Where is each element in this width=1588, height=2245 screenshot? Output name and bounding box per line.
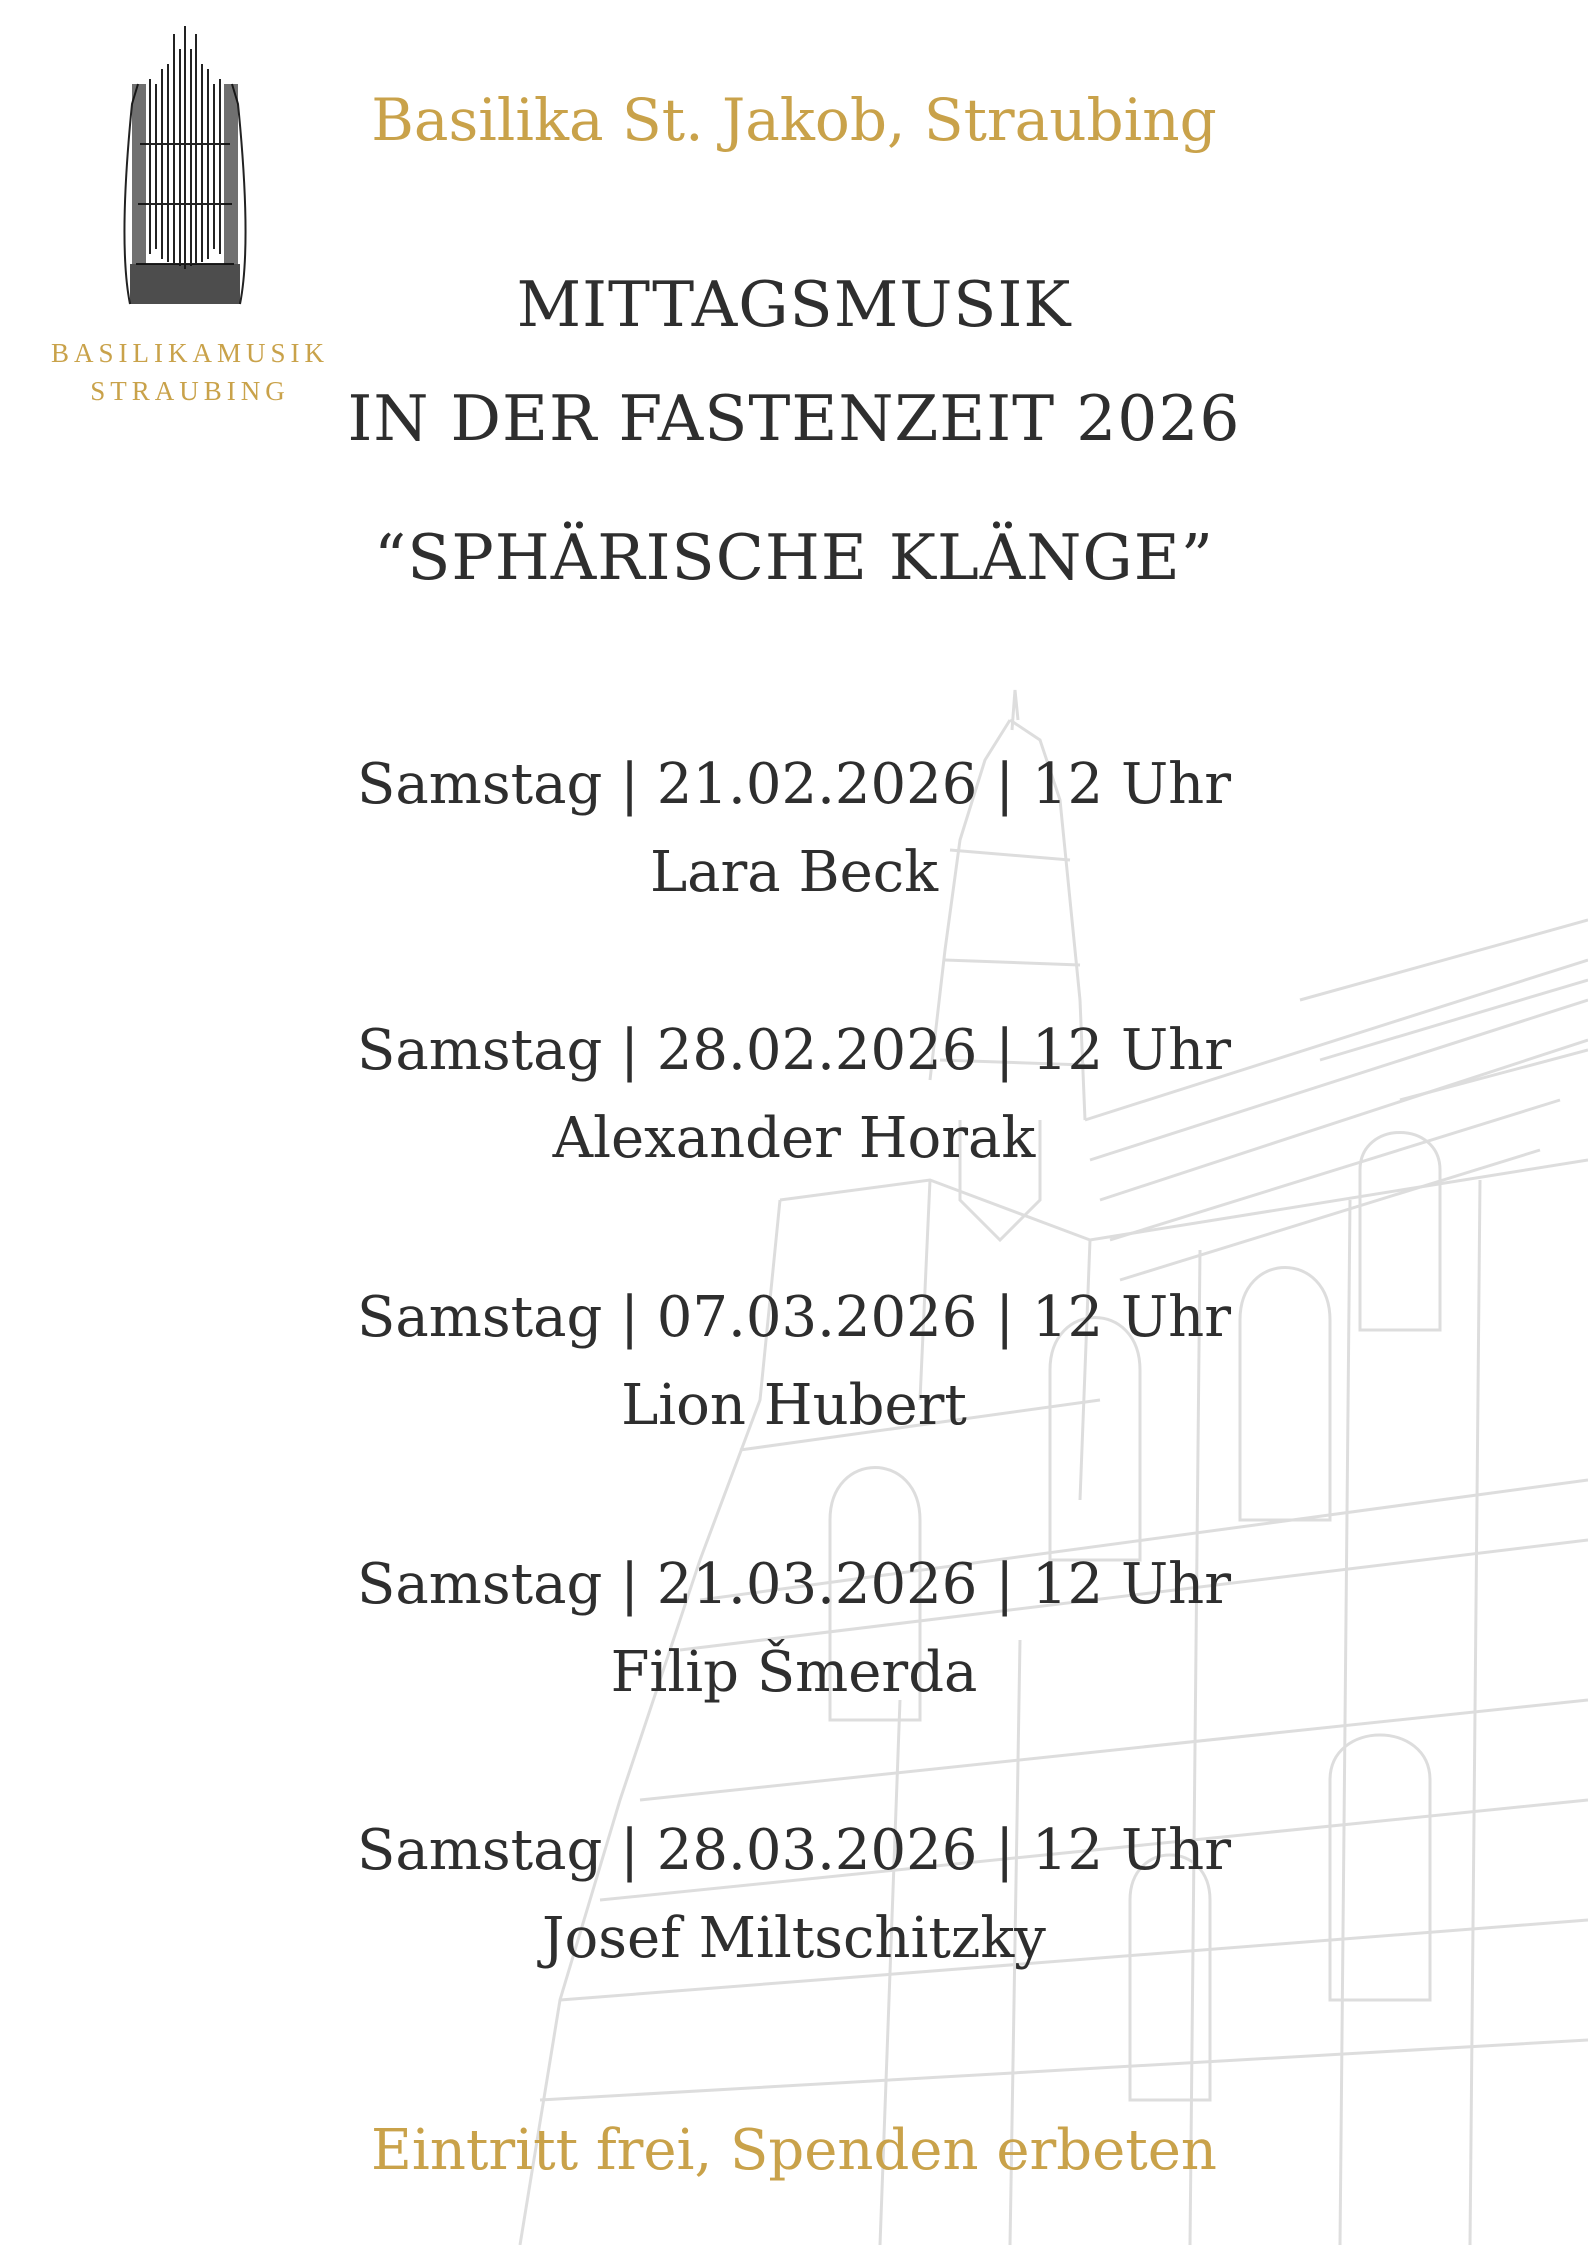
event-date: Samstag | 21.02.2026 | 12 Uhr bbox=[357, 752, 1231, 817]
admission-note: Eintritt frei, Spenden erbeten bbox=[371, 2118, 1217, 2183]
event-date: Samstag | 07.03.2026 | 12 Uhr bbox=[357, 1285, 1231, 1350]
event-performer: Lion Hubert bbox=[621, 1373, 967, 1438]
logo-text-line2: STRAUBING bbox=[90, 376, 290, 406]
event-date: Samstag | 28.02.2026 | 12 Uhr bbox=[357, 1018, 1231, 1083]
event-performer: Alexander Horak bbox=[552, 1106, 1036, 1171]
logo-text-line1: BASILIKAMUSIK bbox=[50, 338, 329, 368]
event-date: Samstag | 28.03.2026 | 12 Uhr bbox=[357, 1818, 1231, 1883]
event-performer: Filip Šmerda bbox=[610, 1640, 978, 1705]
event-performer: Lara Beck bbox=[649, 840, 939, 905]
event-date: Samstag | 21.03.2026 | 12 Uhr bbox=[357, 1552, 1231, 1617]
title-line-2: IN DER FASTENZEIT 2026 bbox=[347, 382, 1241, 455]
event-performer: Josef Miltschitzky bbox=[542, 1906, 1046, 1971]
concert-series-title: “SPHÄRISCHE KLÄNGE” bbox=[374, 521, 1214, 594]
title-line-1: MITTAGSMUSIK bbox=[516, 268, 1072, 341]
church-name: Basilika St. Jakob, Straubing bbox=[371, 86, 1217, 154]
